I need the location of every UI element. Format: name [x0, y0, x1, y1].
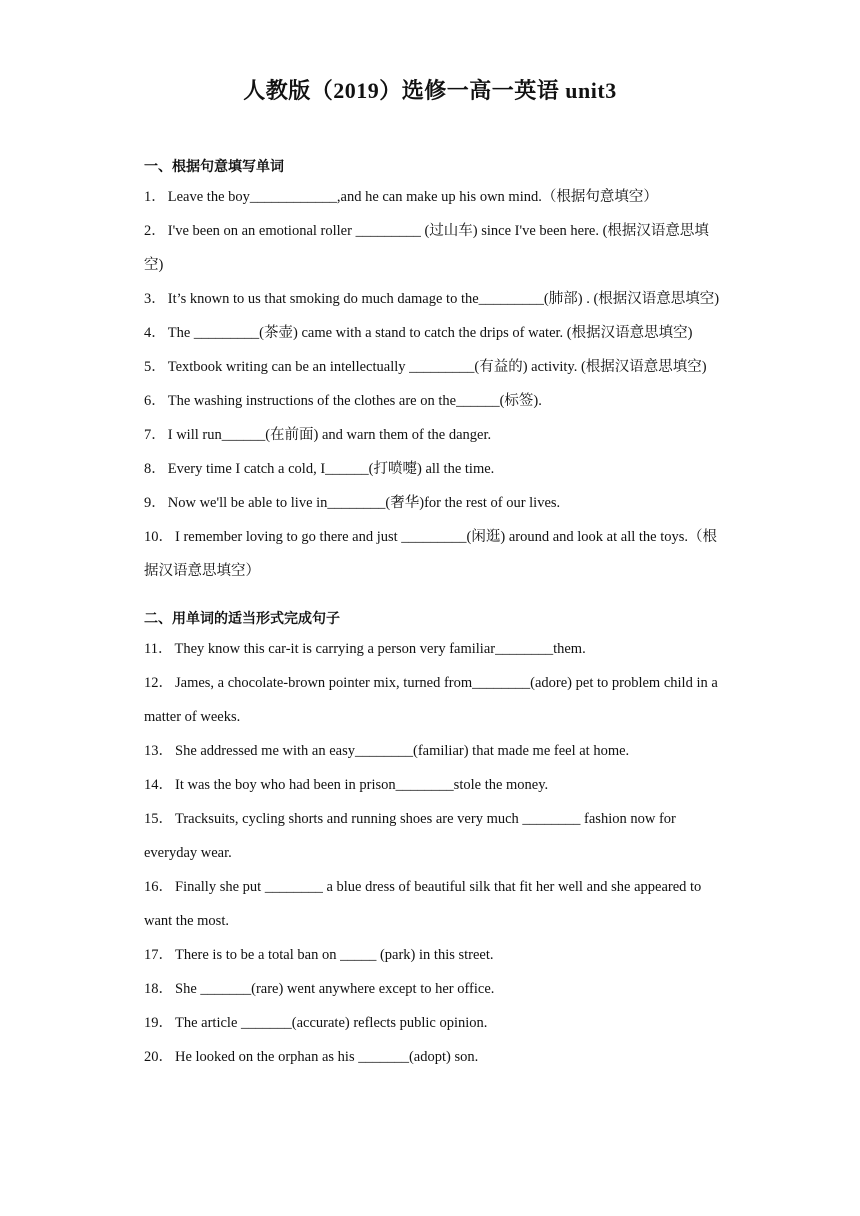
question-text: There is to be a total ban on _____ (park) in this street.	[175, 947, 494, 963]
question-5	[144, 350, 724, 384]
question-18	[144, 972, 724, 1006]
question-8	[144, 452, 724, 486]
question-text: Now we'll be able to live in________(奢华)for the rest of our lives.	[167, 495, 561, 511]
question-1	[144, 180, 724, 214]
question-12	[144, 666, 724, 734]
question-text: It was the boy who had been in prison________stole the money.	[175, 777, 549, 793]
question-19	[144, 1006, 724, 1040]
question-text: The _________(茶壶) came with a stand to catch the drips of water. (根据汉语意思填空)	[167, 325, 693, 341]
question-number: 7．	[144, 427, 166, 443]
question-17	[144, 938, 724, 972]
question-text: He looked on the orphan as his _______(adopt) son.	[175, 1049, 479, 1065]
question-11	[144, 632, 724, 666]
question-text: She addressed me with an easy________(familiar) that made me feel at home.	[175, 743, 630, 759]
question-number: 9．	[144, 495, 166, 511]
question-text: Leave the boy____________,and he can make up his own mind.（根据句意填空）	[167, 189, 658, 205]
question-13	[144, 734, 724, 768]
question-number: 2．	[144, 223, 166, 239]
question-4	[144, 316, 724, 350]
question-3	[144, 282, 724, 316]
question-number: 18．	[144, 981, 173, 997]
question-text: They know this car-it is carrying a person very familiar________them.	[174, 641, 586, 657]
question-20	[144, 1040, 724, 1074]
question-number: 16．	[144, 879, 173, 895]
question-text: I remember loving to go there and just _________(闲逛) around and look at all the toys.（根据汉语意思填空）	[144, 529, 718, 579]
question-text: I will run______(在前面) and warn them of the danger.	[167, 427, 492, 443]
question-9	[144, 486, 724, 520]
question-number: 5．	[144, 359, 166, 375]
question-15	[144, 802, 724, 870]
question-text: She _______(rare) went anywhere except to her office.	[175, 981, 495, 997]
question-number: 1．	[144, 189, 166, 205]
question-number: 15．	[144, 811, 173, 827]
question-text: James, a chocolate-brown pointer mix, turned from________(adore) pet to problem child in a matter of weeks.	[144, 675, 718, 725]
question-6	[144, 384, 724, 418]
question-number: 12．	[144, 675, 173, 691]
question-number: 8．	[144, 461, 166, 477]
question-10	[144, 520, 724, 588]
question-text: Finally she put ________ a blue dress of beautiful silk that fit her well and she appeared to want the most.	[144, 879, 702, 929]
question-number: 13．	[144, 743, 173, 759]
section-heading-1: 一、根据句意填写单词	[144, 159, 284, 175]
question-text: It’s known to us that smoking do much damage to the_________(肺部) . (根据汉语意思填空)	[167, 291, 720, 307]
question-text: Textbook writing can be an intellectually _________(有益的) activity. (根据汉语意思填空)	[167, 359, 707, 375]
section-heading-2: 二、用单词的适当形式完成句子	[144, 611, 340, 627]
question-number: 3．	[144, 291, 166, 307]
document-content	[144, 154, 724, 1074]
question-text: Tracksuits, cycling shorts and running shoes are very much ________ fashion now for everyday wear.	[144, 811, 676, 861]
question-number: 4．	[144, 325, 166, 341]
question-number: 14．	[144, 777, 173, 793]
question-text: I've been on an emotional roller _________ (过山车) since I've been here. (根据汉语意思填空)	[144, 223, 709, 273]
question-text: The article _______(accurate) reflects public opinion.	[175, 1015, 488, 1031]
question-7	[144, 418, 724, 452]
question-14	[144, 768, 724, 802]
question-2	[144, 214, 724, 282]
question-number: 6．	[144, 393, 166, 409]
question-number: 20．	[144, 1049, 173, 1065]
document-title: 人教版（2019）选修一高一英语 unit3	[243, 78, 617, 103]
question-number: 19．	[144, 1015, 173, 1031]
question-text: The washing instructions of the clothes are on the______(标签).	[167, 393, 542, 409]
question-text: Every time I catch a cold, I______(打喷嚏) all the time.	[167, 461, 495, 477]
question-16	[144, 870, 724, 938]
question-number: 17．	[144, 947, 173, 963]
question-number: 11．	[144, 641, 173, 657]
question-number: 10．	[144, 529, 173, 545]
